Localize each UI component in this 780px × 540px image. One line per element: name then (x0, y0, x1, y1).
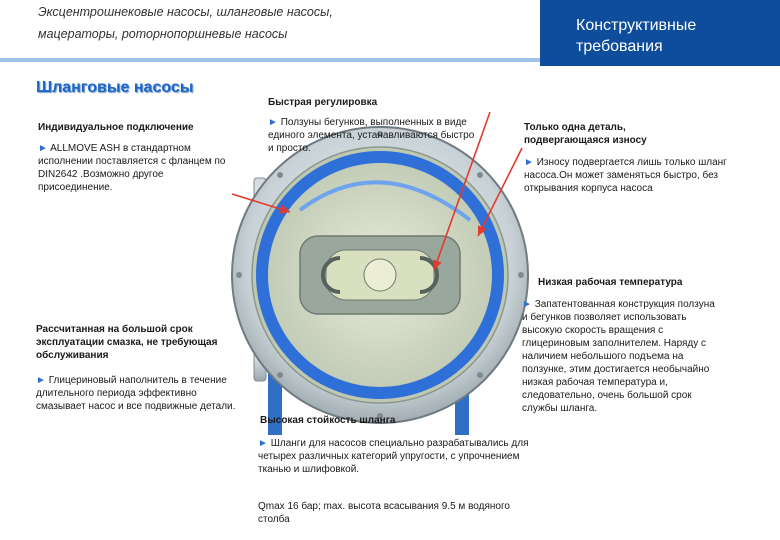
header-title-line2: мацераторы, роторнопоршневые насосы (38, 27, 288, 41)
bullet-icon: ► (258, 438, 268, 449)
service-title: Рассчитанная на большой срок эксплуатации смазка, не требующая обслуживания (36, 324, 218, 361)
quick-desc (268, 116, 480, 155)
single-title: Индивидуальное подключение (38, 122, 194, 133)
hose-spec: Qmax 16 бар; max. высота всасывания 9.5 м водяного столба (258, 501, 510, 525)
single-text: ALLMOVE ASH в стандартном исполнении поставляется с фланцем по DIN2642 .Возможно другое присоединение. (38, 143, 226, 193)
section-title: Шланговые насосы (36, 79, 194, 96)
wear-title-2: подвергающаяся износу (524, 135, 647, 146)
pump-rotor (300, 236, 460, 314)
bullet-icon: ► (38, 143, 48, 154)
lowtemp-title: Низкая рабочая температура (538, 277, 683, 288)
lowtemp-text: Запатентованная конструкция ползуна и бегунков позволяет использовать высокую скорость вращения с глицериновым заполнителем. Наряду с наличием небольшого подъема на ползунке, этим достигается необычайно низкая рабочая температура и, следовательно, очень большой срок службы шланга. (522, 299, 715, 414)
header-section-line2: требования (576, 38, 663, 55)
wear-title-1: Только одна деталь, (524, 122, 626, 133)
wear-desc (524, 156, 754, 195)
quick-title: Быстрая регулировка (268, 97, 378, 108)
bullet-icon: ► (522, 299, 532, 310)
single-desc (38, 142, 234, 194)
bullet-icon: ► (36, 375, 46, 386)
bullet-icon: ► (268, 117, 278, 128)
header-section-line1: Конструктивные (576, 17, 697, 34)
hose-title: Высокая стойкость шланга (260, 415, 396, 426)
bullet-icon: ► (524, 157, 534, 168)
quick-text: Ползуны бегунков, выполненных в виде единого элемента, устанавливаются быстро и просто. (268, 117, 475, 154)
service-desc (36, 374, 246, 413)
lowtemp-desc (522, 298, 722, 415)
header-title-line1: Эксцентрошнековые насосы, шланговые насосы, (38, 5, 333, 19)
wear-text: Износу подвергается лишь только шланг насоса.Он может заменяться быстро, без открывания корпуса насоса (524, 157, 727, 194)
hose-text: Шланги для насосов специально разрабатывались для четырех различных категорий упругости, с упрочнением тканью и шлифовкой. (258, 438, 529, 475)
service-text: Глицериновый наполнитель в течение длительного периода эффективно смазывает насос и все подвижные детали. (36, 375, 236, 412)
hose-desc (258, 437, 533, 476)
